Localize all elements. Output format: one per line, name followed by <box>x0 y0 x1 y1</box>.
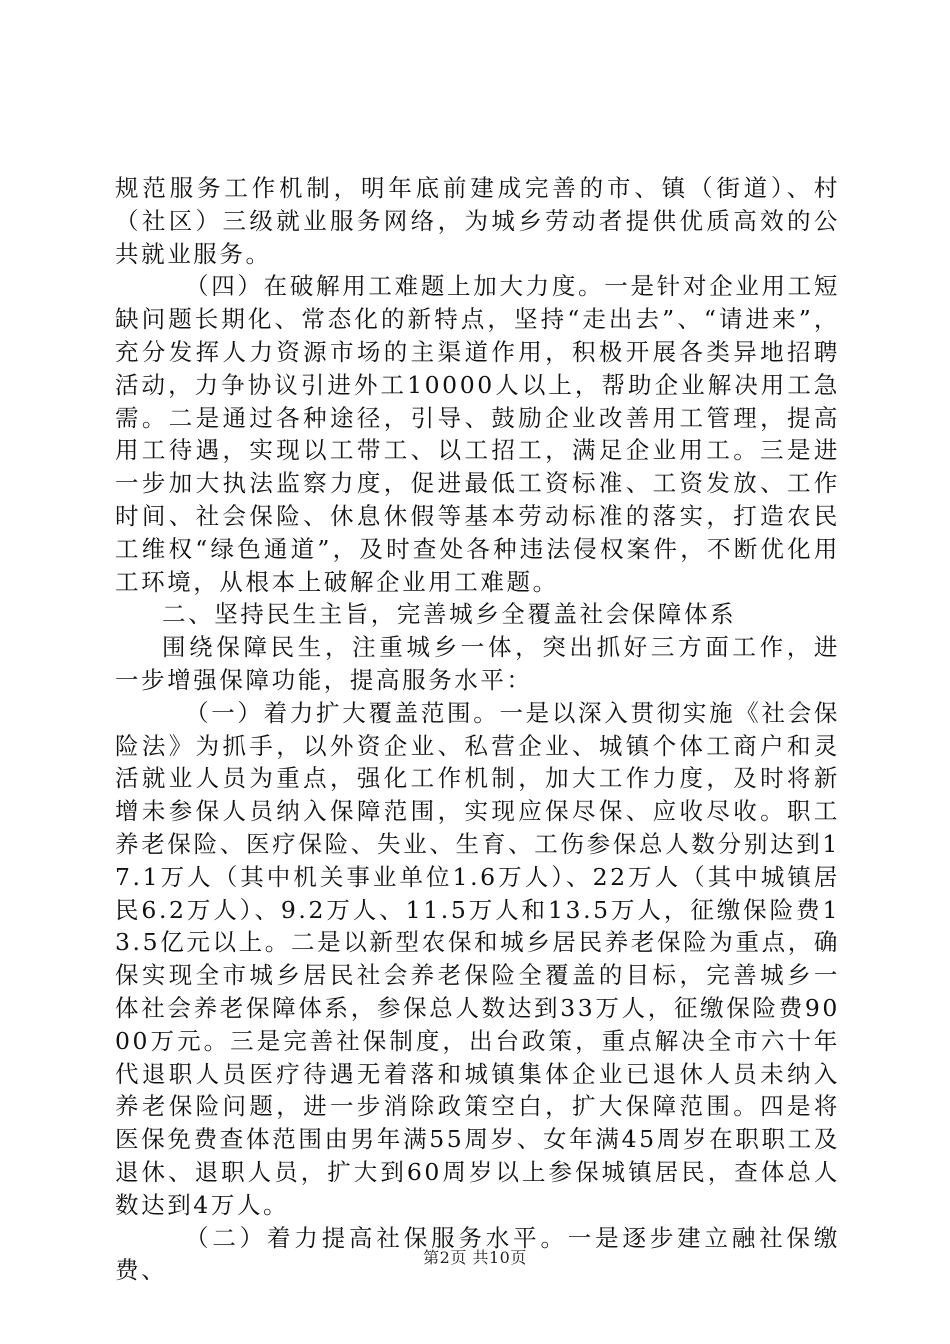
paragraph-intro: 围绕保障民生，注重城乡一体，突出抓好三方面工作，进一步增强保障功能，提高服务水平： <box>115 633 840 694</box>
page-footer <box>0 1245 950 1268</box>
paragraph-section-4: （四）在破解用工难题上加大力度。一是针对企业用工短缺问题长期化、常态化的新特点，坚持“走出去”、“请进来”，充分发挥人力资源市场的主渠道作用，积极开展各类异地招聘活动，力争协议引进外工10000人以上，帮助企业解决用工急需。二是通过各种途径，引导、鼓励企业改善用工管理，提高用工待遇，实现以工带工、以工招工，满足企业用工。三是进一步加大执法监察力度，促进最低工资标准、工资发放、工作时间、社会保险、休息休假等基本劳动标准的落实，打造农民工维权“绿色通道”，及时查处各种违法侵权案件，不断优化用工环境，从根本上破解企业用工难题。 <box>115 272 840 596</box>
paragraph-continuation: 规范服务工作机制，明年底前建成完善的市、镇（街道）、村（社区）三级就业服务网络，为城乡劳动者提供优质高效的公共就业服务。 <box>115 174 840 268</box>
section-heading-2: 二、坚持民生主旨，完善城乡全覆盖社会保障体系 <box>162 600 737 629</box>
paragraph-subsection-1: （一）着力扩大覆盖范围。一是以深入贯彻实施《社会保险法》为抓手，以外资企业、私营企业、城镇个体工商户和灵活就业人员为重点，强化工作机制，加大工作力度，及时将新增未参保人员纳入保障范围，实现应保尽保、应收尽收。职工养老保险、医疗保险、失业、生育、工伤参保总人数分别达到17.1万人（其中机关事业单位1.6万人）、22万人（其中城镇居民6.2万人）、9.2万人、11.5万人和13.5万人，征缴保险费13.5亿元以上。二是以新型农保和城乡居民养老保险为重点，确保实现全市城乡居民社会养老保险全覆盖的目标，完善城乡一体社会养老保障体系，参保总人数达到33万人，征缴保险费9000万元。三是完善社保制度，出台政策，重点解决全市六十年代退职人员医疗待遇无着落和城镇集体企业已退休人员未纳入养老保险问题，进一步消除政策空白，扩大保障范围。四是将医保免费查体范围由男年满55周岁、女年满45周岁在职职工及退休、退职人员，扩大到60周岁以上参保城镇居民，查体总人数达到4万人。 <box>115 698 840 1219</box>
page-number: 第2页 <box>423 1248 467 1267</box>
document-body <box>115 172 840 1287</box>
paragraph-subsection-2: （二）着力提高社保服务水平。一是逐步建立融社保缴费、 <box>115 1223 840 1285</box>
page-total: 共10页 <box>472 1248 527 1267</box>
